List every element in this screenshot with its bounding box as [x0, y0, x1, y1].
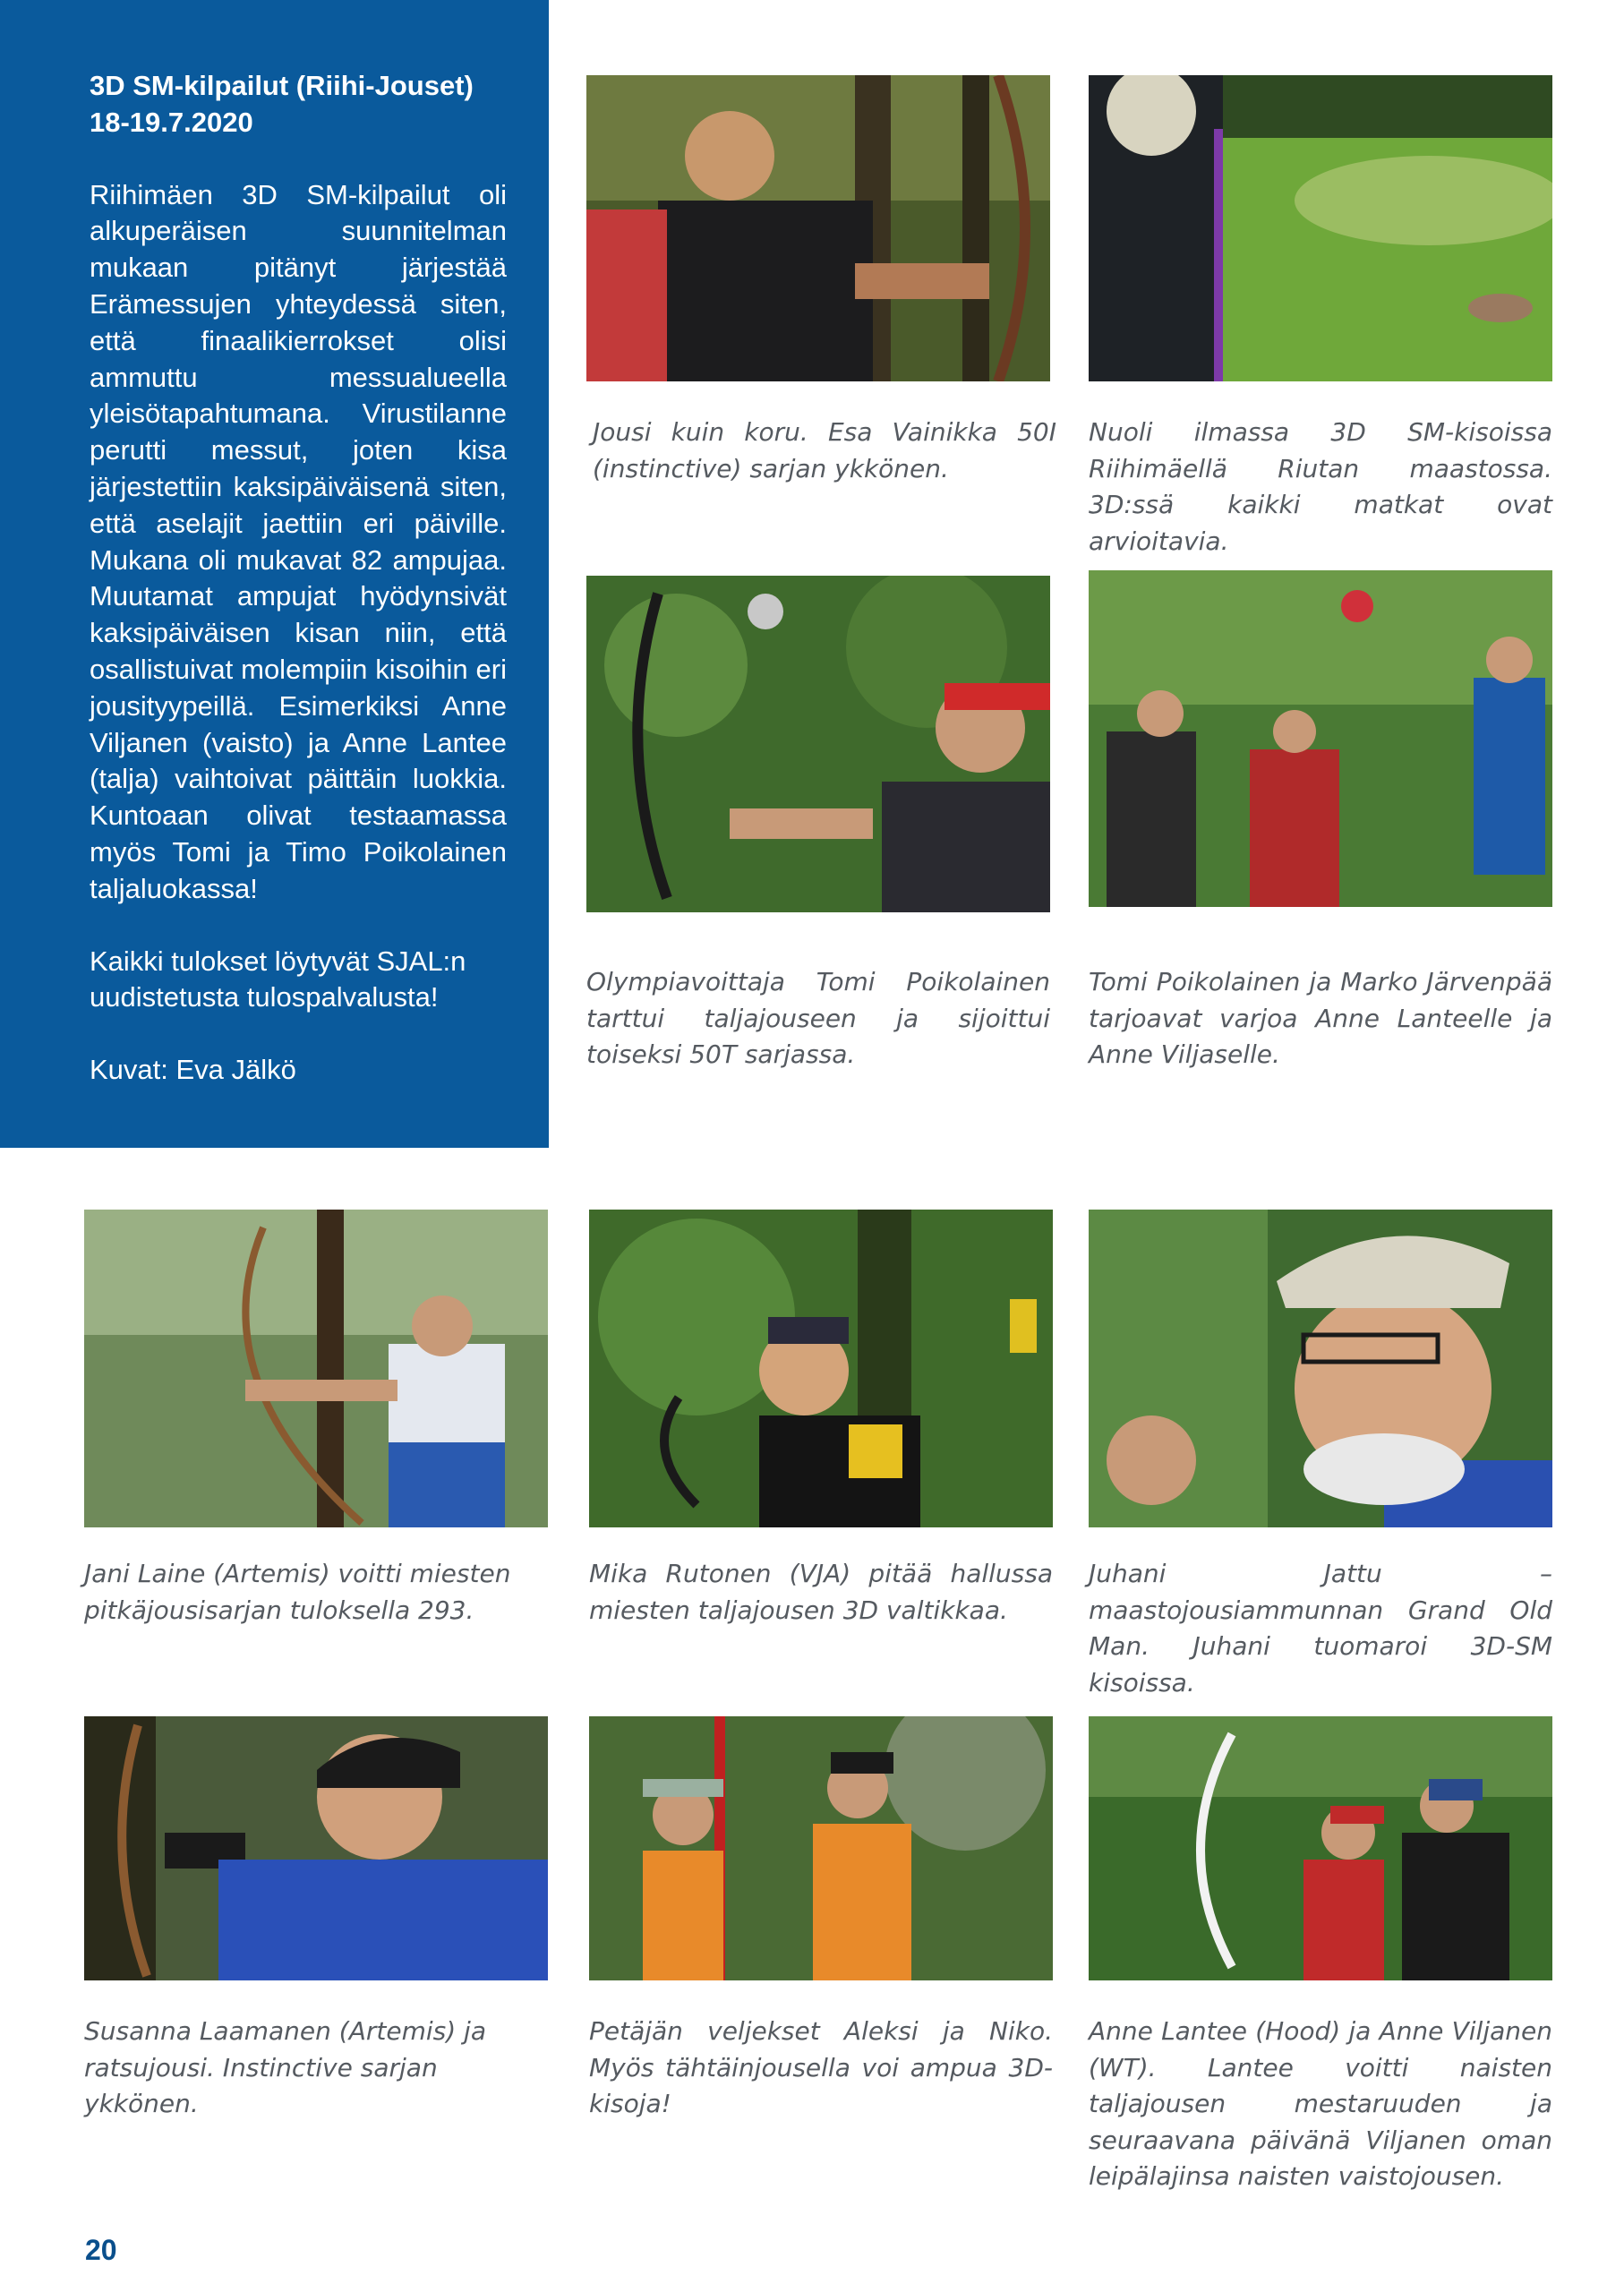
- caption-9: Petäjän veljekset Aleksi ja Niko. Myös tähtäinjousella voi ampua 3D-kisoja!: [589, 2016, 1053, 2118]
- sidebar-text: [90, 68, 507, 1125]
- photo-compound-man-yellow: [589, 1210, 1053, 1527]
- article-body: Riihimäen 3D SM-kilpailut oli alkuperäisen suunnitelman mukaan pitänyt järjestää Erämessujen yhteydessä siten, että finaalikierrokset olisi ammuttu messualueella yleisötapahtumana. Virustilanne perutti messut, joten kisa järjestettiin kaksipäiväisenä siten, että aselajit jaettiin eri päiville. Mukana oli mukavat 82 ampujaa. Muutamat ampujat hyödynsivät kaksipäiväisen kisan niin, että osallistuivat molempiin kisoihin eri jousityypeillä. Esimerkiksi Anne Viljanen (vaisto) ja Anne Lantee (talja) vaihtoivat päittäin luokkia. Kuntoaan olivat testaamassa myös Tomi ja Timo Poikolainen taljaluokassa!: [90, 178, 507, 904]
- photo-horsebow-archer: [84, 1716, 548, 1980]
- photo-archer-recurve: [586, 75, 1050, 381]
- caption-4: Tomi Poikolainen ja Marko Järvenpää tarjoavat varjoa Anne Lanteelle ja Anne Viljaselle.: [1089, 967, 1552, 1069]
- photo-target-field: [1089, 75, 1552, 381]
- caption-10: Anne Lantee (Hood) ja Anne Viljanen (WT). Lantee voitti naisten taljajousen mestaruuden ja seuraavana päivänä Viljanen oman leipälajinsa naisten vaistojousen.: [1089, 2016, 1552, 2191]
- photo-two-women-archers: [1089, 1716, 1552, 1980]
- caption-3: Olympiavoittaja Tomi Poikolainen tarttui taljajouseen ja sijoittui toiseksi 50T sarjassa.: [586, 967, 1050, 1069]
- photo-longbow-archer: [84, 1210, 548, 1527]
- caption-2: Nuoli ilmassa 3D SM-kisoissa Riihimäellä Riutan maastossa. 3D:ssä kaikki matkat ovat arvioitavia.: [1089, 417, 1552, 556]
- caption-1: Jousi kuin koru. Esa Vainikka 50I (instinctive) sarjan ykkönen.: [593, 417, 1056, 483]
- photo-credits: Kuvat: Eva Jälkö: [90, 1054, 296, 1086]
- article-title: 3D SM-kilpailut (Riihi-Jouset) 18-19.7.2020: [90, 70, 474, 138]
- caption-6: Mika Rutonen (VJA) pitää hallussa miesten taljajousen 3D valtikkaa.: [589, 1559, 1053, 1625]
- caption-8: Susanna Laamanen (Artemis) ja ratsujousi. Instinctive sarjan ykkönen.: [84, 2016, 486, 2118]
- photo-compound-archer: [586, 576, 1050, 912]
- article-sidebar: [0, 0, 549, 1148]
- caption-7: Juhani Jattu – maastojousiammunnan Grand Old Man. Juhani tuomaroi 3D-SM kisoissa.: [1089, 1559, 1552, 1698]
- results-note: Kaikki tulokset löytyvät SJAL:n uudistetusta tulospalvalusta!: [90, 945, 466, 1013]
- photo-brothers: [589, 1716, 1053, 1980]
- caption-5: Jani Laine (Artemis) voitti miesten pitkäjousisarjan tuloksella 293.: [84, 1559, 511, 1625]
- photo-shade-group: [1089, 570, 1552, 907]
- photo-older-man-cap: [1089, 1210, 1552, 1527]
- page-number: 20: [85, 2234, 117, 2266]
